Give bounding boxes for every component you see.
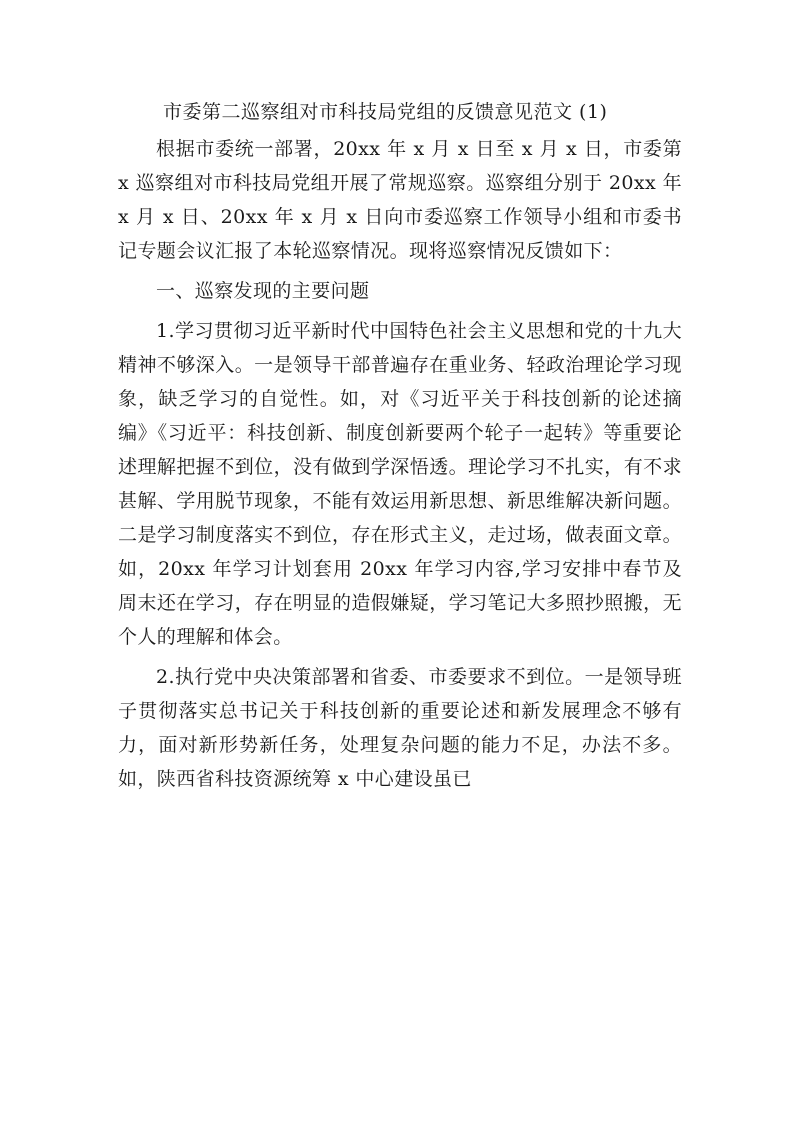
item-1-paragraph: 1.学习贯彻习近平新时代中国特色社会主义思想和党的十九大精神不够深入。一是领导干部普遍存在重业务、轻政治理论学习现象，缺乏学习的自觉性。如，对《习近平关于科技创新的论述摘编》《习近平：科技创新、制度创新要两个轮子一起转》等重要论述理解把握不到位，没有做到学深悟透。理论学习不扎实，有不求甚解、学用脱节现象，不能有效运用新思想、新思维解决新问题。二是学习制度落实不到位，存在形式主义，走过场，做表面文章。如，20xx 年学习计划套用 20xx 年学习内容,学习安排中春节及周末还在学习，存在明显的造假嫌疑，学习笔记大多照抄照搬，无个人的理解和体会。 [118, 320, 682, 648]
document-body [118, 95, 682, 796]
section-heading: 一、巡察发现的主要问题 [156, 280, 370, 302]
item-2-paragraph: 2.执行党中央决策部署和省委、市委要求不到位。一是领导班子贯彻落实总书记关于科技创新的重要论述和新发展理念不够有力，面对新形势新任务，处理复杂问题的能力不足，办法不多。如，陕西省科技资源统筹 x 中心建设虽已 [118, 666, 682, 790]
document-title: 市委第二巡察组对市科技局党组的反馈意见范文 (1) [163, 101, 608, 123]
intro-paragraph: 根据市委统一部署，20xx 年 x 月 x 日至 x 月 x 日，市委第 x 巡察组对市科技局党组开展了常规巡察。巡察组分别于 20xx 年 x 月 x 日、20xx 年 x 月 x 日向市委巡察工作领导小组和市委书记专题会议汇报了本轮巡察情况。现将巡察情况反馈如下： [118, 138, 682, 262]
